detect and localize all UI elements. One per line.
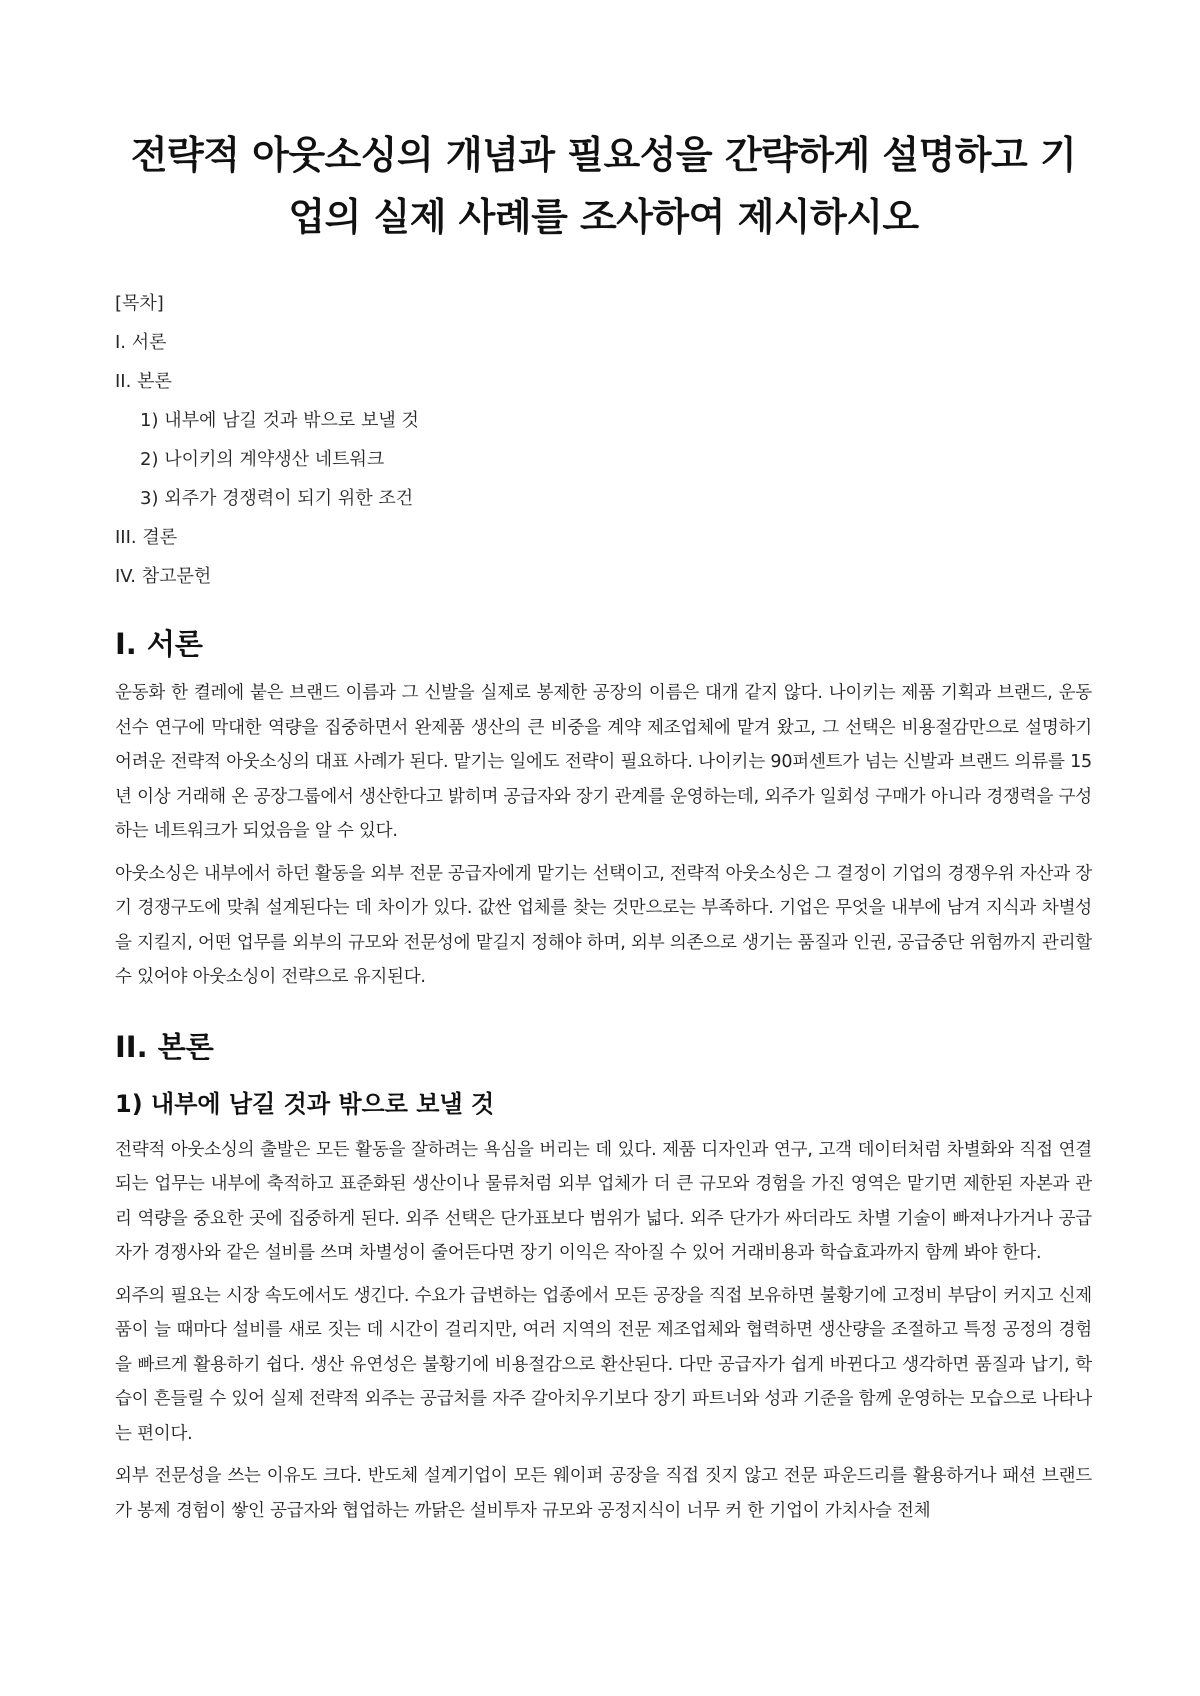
toc-heading: [목차] bbox=[115, 293, 164, 314]
body-paragraph: 운동화 한 켤레에 붙은 브랜드 이름과 그 신발을 실제로 봉제한 공장의 이름은 대개 같지 않다. 나이키는 제품 기획과 브랜드, 운동선수 연구에 막대한 역량을 집중하면서 완제품 생산의 큰 비중을 계약 제조업체에 맡겨 왔고, 그 선택은 비용절감만으로 설명하기 어려운 전략적 아웃소싱의 대표 사례가 된다. 맡기는 일에도 전략이 필요하다. 나이키는 90퍼센트가 넘는 신발과 브랜드 의류를 15년 이상 거래해 온 공장그룹에서 생산한다고 밝히며 공급자와 장기 관계를 운영하는데, 외주가 일회성 구매가 아니라 경쟁력을 구성하는 네트워크가 되었음을 알 수 있다. bbox=[115, 683, 1092, 841]
toc-item: II. 본론 bbox=[115, 371, 172, 392]
subsection-heading: 1) 내부에 남길 것과 밖으로 보낼 것 bbox=[115, 1089, 495, 1118]
section-body bbox=[115, 1025, 1092, 1529]
section-heading: I. 서론 bbox=[115, 627, 203, 661]
toc-item: IV. 참고문헌 bbox=[115, 566, 212, 587]
document-title: 전략적 아웃소싱의 개념과 필요성을 간략하게 설명하고 기업의 실제 사례를 조사하여 제시하시오 bbox=[130, 133, 1077, 239]
toc-subitem: 3) 외주가 경쟁력이 되기 위한 조건 bbox=[140, 488, 414, 509]
body-paragraph: 외주의 필요는 시장 속도에서도 생긴다. 수요가 급변하는 업종에서 모든 공장을 직접 보유하면 불황기에 고정비 부담이 커지고 신제품이 늘 때마다 설비를 새로 짓는 데 시간이 걸리지만, 여러 지역의 전문 제조업체와 협력하면 생산량을 조절하고 특정 공정의 경험을 빠르게 활용하기 쉽다. 생산 유연성은 불황기에 비용절감으로 환산된다. 다만 공급자가 쉽게 바뀐다고 생각하면 품질과 납기, 학습이 흔들릴 수 있어 실제 전략적 외주는 공급처를 자주 갈아치우기보다 장기 파트너와 성과 기준을 함께 운영하는 모습으로 나타나는 편이다. bbox=[115, 1285, 1092, 1444]
toc-subitem: 2) 나이키의 계약생산 네트워크 bbox=[140, 449, 385, 470]
body-paragraph: 전략적 아웃소싱의 출발은 모든 활동을 잘하려는 욕심을 버리는 데 있다. 제품 디자인과 연구, 고객 데이터처럼 차별화와 직접 연결되는 업무는 내부에 축적하고 표준화된 생산이나 물류처럼 외부 업체가 더 큰 규모와 경험을 가진 영역은 맡기면 제한된 자본과 관리 역량을 중요한 곳에 집중하게 된다. 외주 선택은 단가표보다 범위가 넓다. 외주 단가가 싸더라도 차별 기술이 빠져나가거나 공급자가 경쟁사와 같은 설비를 쓰며 차별성이 줄어든다면 장기 이익은 작아질 수 있어 거래비용과 학습효과까지 함께 봐야 한다. bbox=[115, 1139, 1092, 1263]
table-of-contents bbox=[115, 284, 1092, 596]
section-heading: II. 본론 bbox=[115, 1029, 214, 1064]
toc-item: I. 서론 bbox=[115, 332, 167, 353]
toc-subitem: 1) 내부에 남길 것과 밖으로 보낼 것 bbox=[140, 410, 419, 431]
section-introduction bbox=[115, 622, 1092, 995]
body-paragraph: 아웃소싱은 내부에서 하던 활동을 외부 전문 공급자에게 맡기는 선택이고, 전략적 아웃소싱은 그 결정이 기업의 경쟁우위 자산과 장기 경쟁구도에 맞춰 설계된다는 데 차이가 있다. 값싼 업체를 찾는 것만으로는 부족하다. 기업은 무엇을 내부에 남겨 지식과 차별성을 지킬지, 어떤 업무를 외부의 규모와 전문성에 맡길지 정해야 하며, 외부 의존으로 생기는 품질과 인권, 공급중단 위험까지 관리할 수 있어야 아웃소싱이 전략으로 유지된다. bbox=[115, 863, 1092, 987]
toc-item: III. 결론 bbox=[115, 527, 178, 548]
body-paragraph: 외부 전문성을 쓰는 이유도 크다. 반도체 설계기업이 모든 웨이퍼 공장을 직접 짓지 않고 전문 파운드리를 활용하거나 패션 브랜드가 봉제 경험이 쌓인 공급자와 협업하는 까닭은 설비투자 규모와 공정지식이 너무 커 한 기업이 가치사슬 전체 bbox=[115, 1466, 1092, 1521]
